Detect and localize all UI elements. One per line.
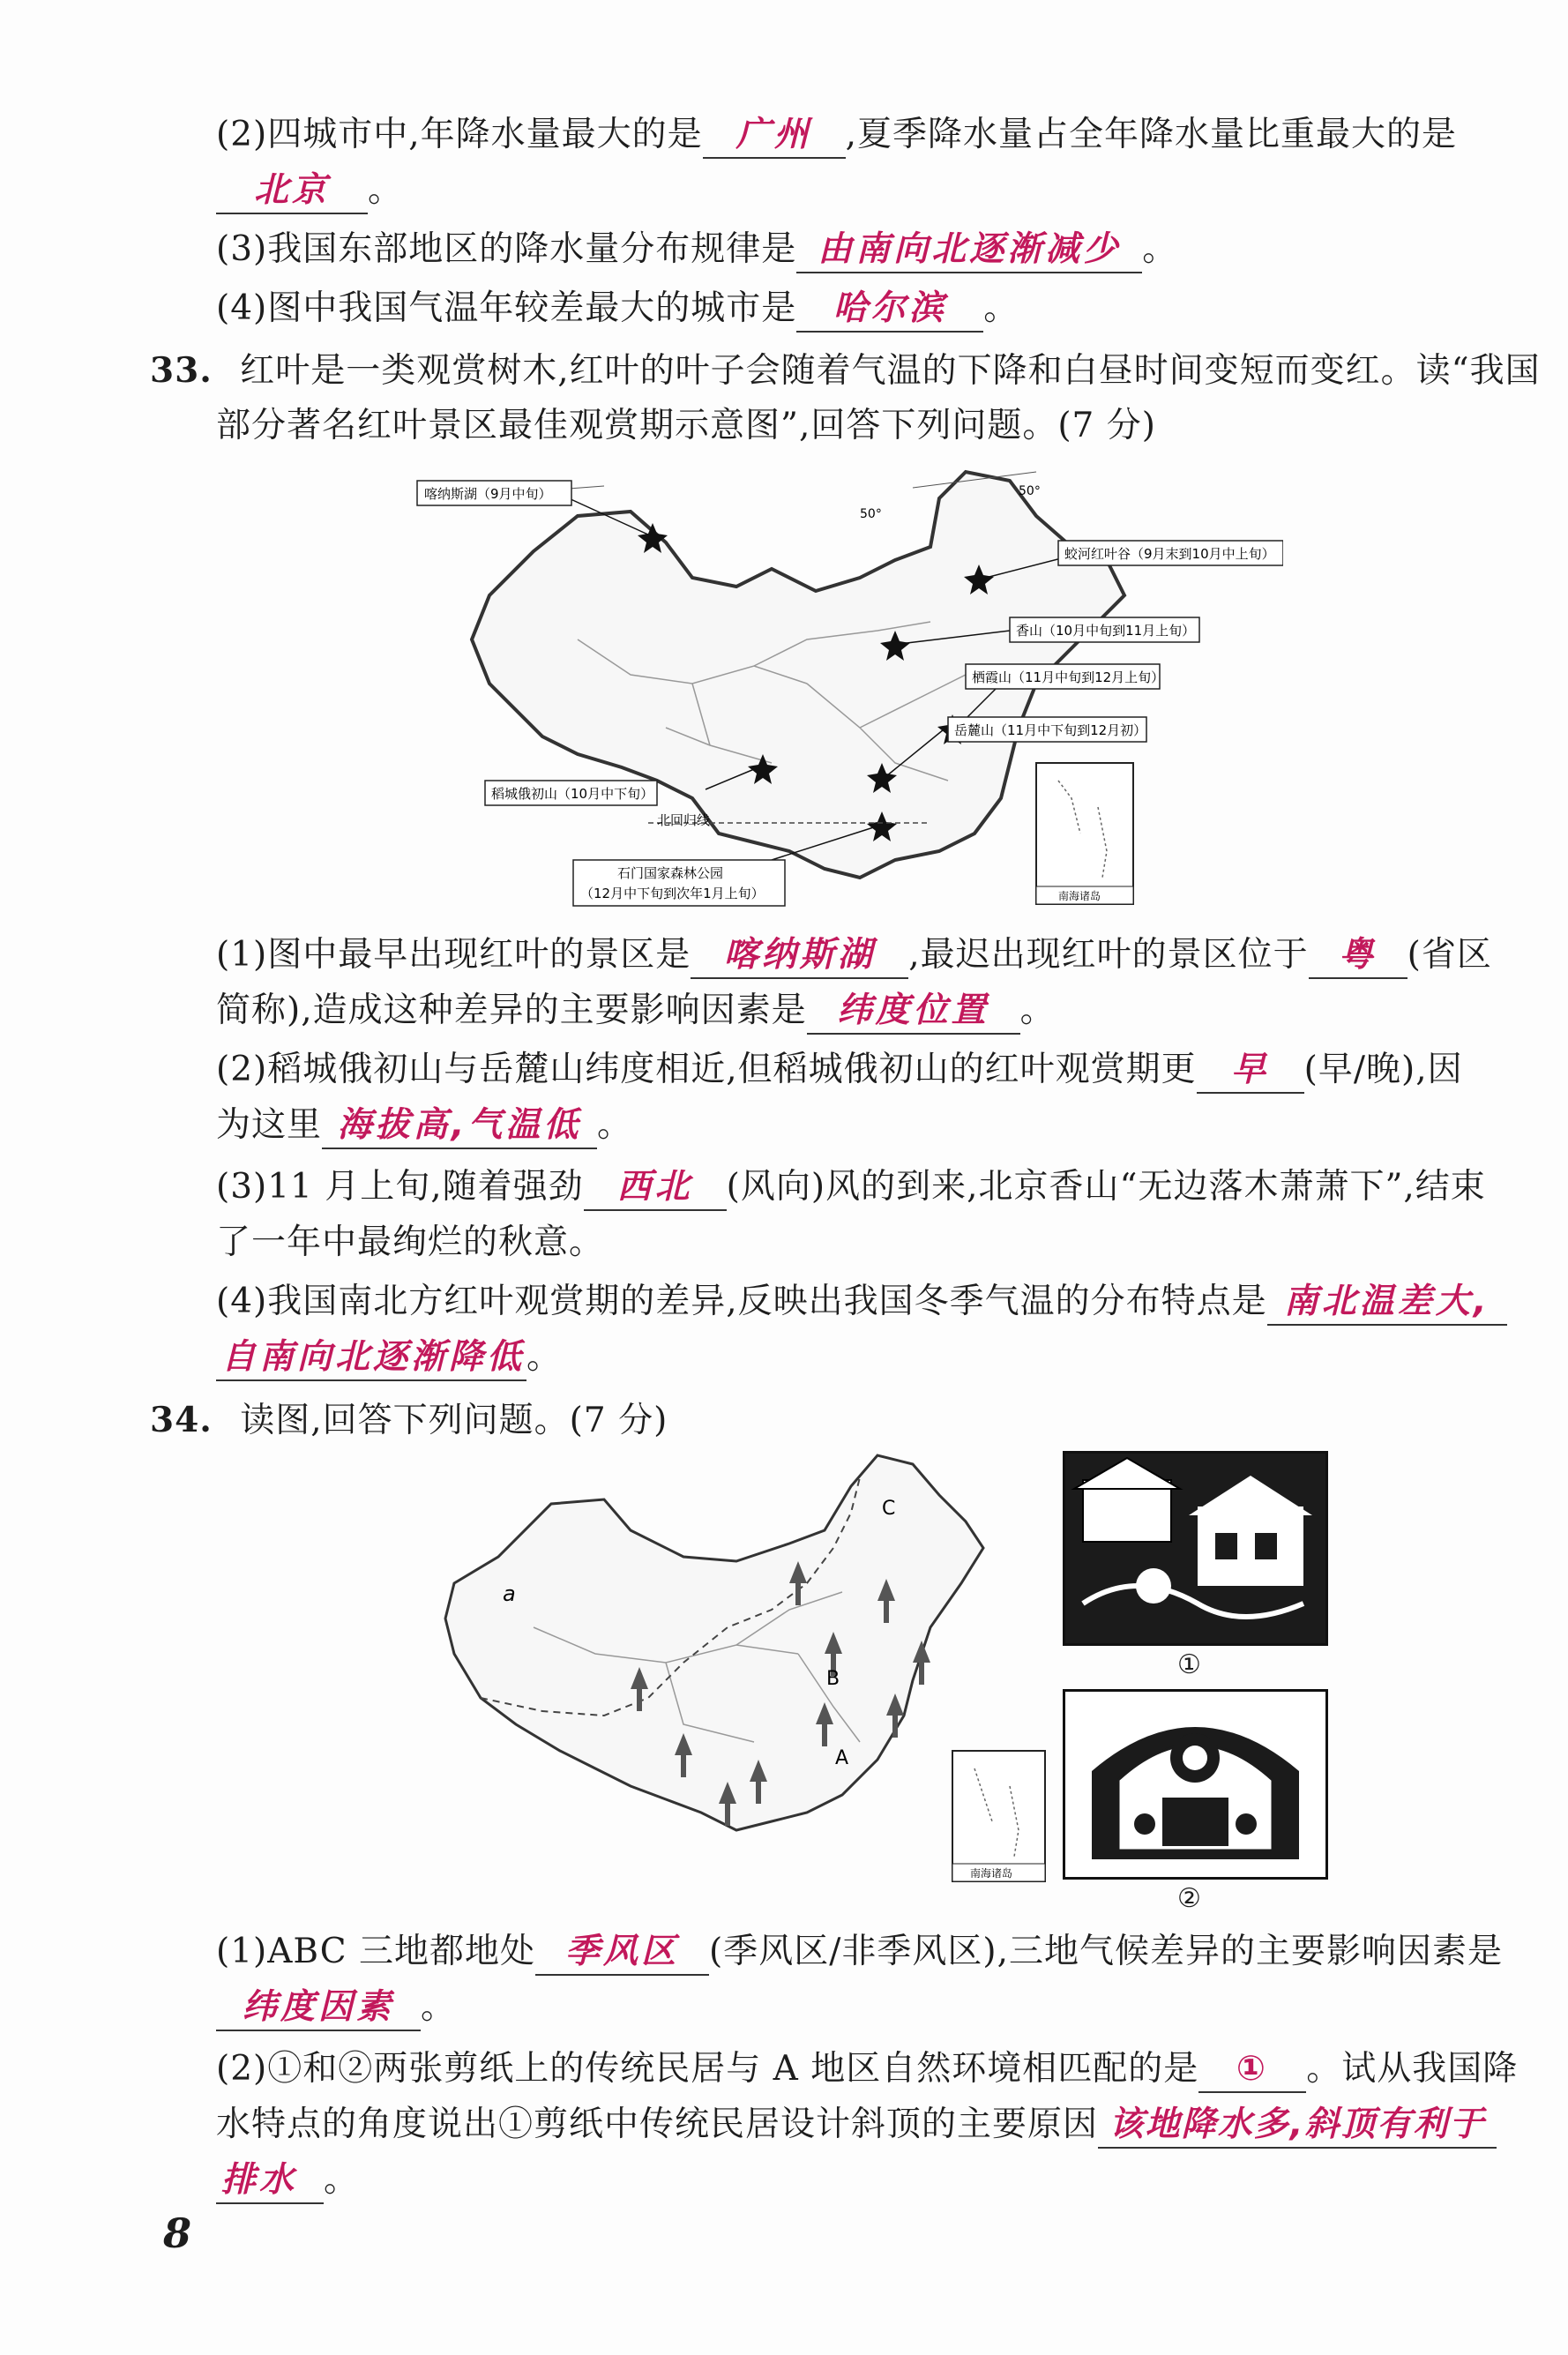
- papercut-caption-1: ①: [1177, 1649, 1202, 1680]
- map-label-c: C: [882, 1498, 896, 1520]
- q34-p1-answer1[interactable]: 季风区: [535, 1930, 709, 1976]
- q33-red-leaf-map: [401, 463, 1283, 913]
- q32-p2-end: 。: [368, 170, 404, 210]
- q33-part3-line2: [216, 1218, 604, 1267]
- q34-p2-end: 。: [324, 2160, 360, 2200]
- q33-p4-text-a: (4)我国南北方红叶观赏期的差异,反映出我国冬季气温的分布特点是: [216, 1282, 1267, 1321]
- papercut-image-2: [1063, 1689, 1328, 1880]
- q34-part1-line1: [216, 1927, 1503, 1977]
- q33-p4-answer2[interactable]: 自南向北逐渐降低: [216, 1335, 526, 1381]
- q32-part4-line: [216, 284, 1019, 333]
- q32-p2-answer1[interactable]: 广州: [703, 113, 846, 159]
- q33-p4-answer1[interactable]: 南北温差大,: [1267, 1280, 1507, 1326]
- q34-p1-text-b: (季风区/非季风区),三地气候差异的主要影响因素是: [709, 1932, 1503, 1971]
- q33-stem1: 红叶是一类观赏树木,红叶的叶子会随着气温的下降和白昼时间变短而变红。读“我国: [240, 351, 1541, 391]
- q33-p1-text-c: (省区: [1407, 935, 1492, 975]
- q33-p1-answer2[interactable]: 粤: [1309, 933, 1407, 979]
- q32-p2-answer2[interactable]: 北京: [216, 168, 368, 214]
- q32-p2-text-b: ,夏季降水量占全年降水量比重最大的是: [845, 115, 1458, 154]
- q33-p1-answer1[interactable]: 喀纳斯湖: [691, 933, 908, 979]
- q34-part1-line2: [216, 1983, 456, 2032]
- q33-p2-text-c: 为这里: [216, 1105, 323, 1145]
- q34-p2-text-b: 。试从我国降: [1306, 2049, 1519, 2089]
- q33-p1-text-b: ,最迟出现红叶的景区位于: [908, 935, 1309, 975]
- q33-part3-line1: [216, 1163, 1486, 1212]
- label-jiaohe: 蛟河红叶谷（9月末到10月中上旬）: [1064, 546, 1275, 562]
- q32-p2-text-a: (2)四城市中,年降水量最大的是: [216, 115, 703, 154]
- q33-part1-line2: [216, 986, 1056, 1035]
- q34-p2-text-c: 水特点的角度说出①剪纸中传统民居设计斜顶的主要原因: [216, 2105, 1099, 2144]
- q33-p1-answer3[interactable]: 纬度位置: [807, 989, 1020, 1035]
- q32-part3-line: [216, 225, 1177, 274]
- label-kanas: 喀纳斯湖（9月中旬）: [424, 486, 552, 502]
- q33-p2-answer1[interactable]: 早: [1197, 1048, 1304, 1094]
- q33-stem-line2: [216, 401, 1156, 451]
- q34-part2-line2: [216, 2100, 1497, 2149]
- inset-box: [1036, 763, 1133, 904]
- q32-p4-answer[interactable]: 哈尔滨: [796, 287, 983, 333]
- q32-p4-text: (4)图中我国气温年较差最大的城市是: [216, 288, 797, 328]
- map-label-b: B: [826, 1668, 840, 1690]
- inset-box-2: [952, 1751, 1045, 1881]
- q33-p1-text-a: (1)图中最早出现红叶的景区是: [216, 935, 691, 975]
- q34-p2-answer3[interactable]: 排水: [216, 2158, 324, 2204]
- q33-part2-line1: [216, 1045, 1463, 1095]
- label-daocheng: 稻城俄初山（10月中下旬）: [491, 786, 654, 802]
- q33-p4-end: 。: [526, 1337, 563, 1377]
- q32-p4-end: 。: [983, 288, 1019, 328]
- q32-part2-line2: [216, 166, 403, 215]
- q33-p2-answer2[interactable]: 海拔高,气温低: [322, 1103, 597, 1149]
- page-number: 8: [163, 2209, 192, 2257]
- q33-p2-text-a: (2)稻城俄初山与岳麓山纬度相近,但稻城俄初山的红叶观赏期更: [216, 1050, 1197, 1089]
- q33-p3-text-c: 了一年中最绚烂的秋意。: [216, 1222, 605, 1262]
- map-label-A: A: [835, 1747, 849, 1769]
- q34-p2-text-a: (2)①和②两张剪纸上的传统民居与 A 地区自然环境相匹配的是: [216, 2049, 1199, 2089]
- q33-stem-line1: [150, 346, 1541, 396]
- q33-p1-text-d: 简称),造成这种差异的主要影响因素是: [216, 991, 807, 1030]
- q34-monsoon-map: [419, 1451, 1054, 1883]
- q33-part2-line2: [216, 1101, 632, 1150]
- q34-p1-answer2[interactable]: 纬度因素: [216, 1985, 421, 2031]
- label-xiangshan: 香山（10月中旬到11月上旬）: [1016, 623, 1196, 639]
- label-qixia: 栖霞山（11月中旬到12月上旬）: [972, 669, 1165, 685]
- q32-p3-end: 。: [1142, 229, 1178, 269]
- q33-p2-end: 。: [597, 1105, 633, 1145]
- q33-part4-line1: [216, 1277, 1507, 1327]
- inset-label-2: 南海诸岛: [970, 1867, 1013, 1880]
- q33-p1-end: 。: [1019, 991, 1056, 1030]
- q34-p1-text-a: (1)ABC 三地都地处: [216, 1932, 536, 1971]
- q32-part2-line1: [216, 110, 1457, 160]
- china-outline-2: [445, 1455, 983, 1830]
- q34-stem-line: [150, 1395, 668, 1446]
- papercut-caption-2: ②: [1177, 1883, 1202, 1914]
- q34-part2-line1: [216, 2045, 1518, 2094]
- q33-part4-line2: [216, 1333, 562, 1382]
- label-tropic: 北回归线: [657, 812, 711, 828]
- q34-p2-answer2[interactable]: 该地降水多,斜顶有利于: [1098, 2103, 1497, 2149]
- q34-p2-answer1[interactable]: ①: [1198, 2047, 1306, 2093]
- q33-stem2: 部分著名红叶景区最佳观赏期示意图”,回答下列问题。(7 分): [216, 406, 1156, 445]
- lat-label-a: 50°: [860, 507, 882, 521]
- q32-p3-answer[interactable]: 由南向北逐渐减少: [796, 228, 1142, 273]
- q34-number: 34.: [150, 1400, 213, 1440]
- q33-p3-text-b: (风向)风的到来,北京香山“无边落木萧萧下”,结束: [726, 1167, 1486, 1207]
- lat-label-b: 50°: [1019, 484, 1041, 498]
- label-shimen-1: 石门国家森林公园: [617, 865, 724, 881]
- label-yuelu: 岳麓山（11月中下旬到12月初）: [954, 722, 1147, 738]
- q34-stem: 读图,回答下列问题。(7 分): [240, 1401, 668, 1440]
- q33-p2-text-b: (早/晚),因: [1303, 1050, 1463, 1089]
- inset-label: 南海诸岛: [1058, 890, 1101, 902]
- papercut-image-1: [1063, 1451, 1328, 1646]
- q33-p3-answer[interactable]: 西北: [584, 1165, 727, 1211]
- q33-part1-line1: [216, 931, 1492, 980]
- q33-number: 33.: [150, 350, 213, 391]
- q32-p3-text: (3)我国东部地区的降水量分布规律是: [216, 229, 797, 269]
- q34-part2-line3: [216, 2156, 359, 2205]
- q33-p3-text-a: (3)11 月上旬,随着强劲: [216, 1167, 584, 1207]
- map-label-a-lower: a: [503, 1581, 516, 1606]
- q34-p1-end: 。: [421, 1987, 457, 2027]
- label-shimen-2: （12月中下旬到次年1月上旬）: [580, 886, 765, 901]
